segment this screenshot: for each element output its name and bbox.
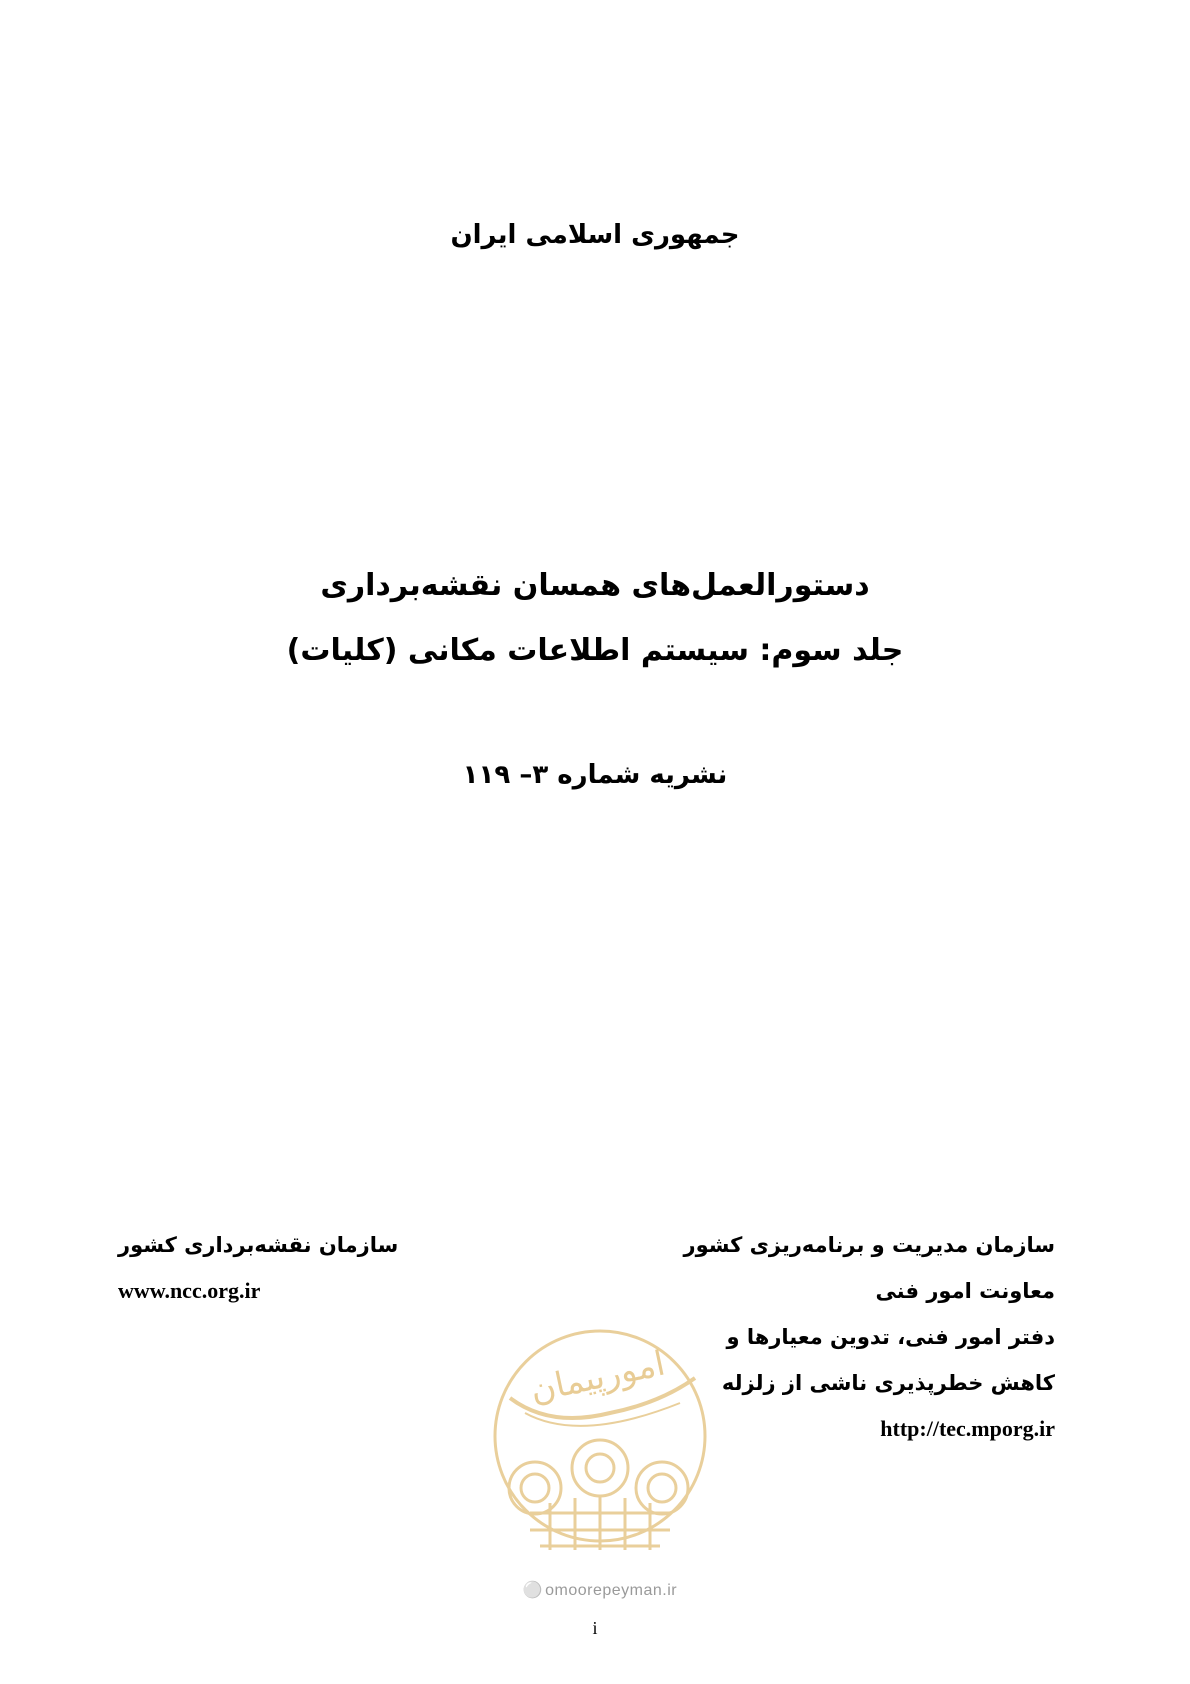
document-title: دستورالعمل‌های همسان نقشه‌برداری xyxy=(320,568,870,603)
publisher-office-cont: کاهش خطرپذیری ناشی از زلزله xyxy=(721,1371,1055,1395)
mapping-org: سازمان نقشه‌برداری کشور xyxy=(118,1233,399,1257)
publisher-office: دفتر امور فنی، تدوین معیارها و xyxy=(726,1325,1055,1349)
watermark-site-text: omoorepeyman.ir xyxy=(545,1582,678,1599)
publisher-org: سازمان مدیریت و برنامه‌ریزی کشور xyxy=(683,1233,1055,1257)
page-number: i xyxy=(592,1618,598,1638)
publisher-block-right xyxy=(683,1222,1055,1452)
country-heading: جمهوری اسلامی ایران xyxy=(450,220,740,250)
watermark-logo-icon xyxy=(490,1318,710,1573)
watermark xyxy=(490,1318,710,1603)
publisher-url-link[interactable]: http://tec.mporg.ir xyxy=(880,1416,1055,1441)
publication-number: نشریه شماره ۳– ۱۱۹ xyxy=(462,760,728,790)
document-subtitle: جلد سوم: سیستم اطلاعات مکانی (کلیات) xyxy=(286,633,904,668)
watermark-logo-text: امورپیمان xyxy=(526,1343,669,1411)
watermark-site: ⚪ omoorepeyman.ir xyxy=(522,1582,678,1599)
publisher-block-left xyxy=(118,1222,398,1314)
mapping-org-url-link[interactable]: www.ncc.org.ir xyxy=(118,1278,261,1303)
publisher-deputy: معاونت امور فنی xyxy=(875,1279,1055,1303)
